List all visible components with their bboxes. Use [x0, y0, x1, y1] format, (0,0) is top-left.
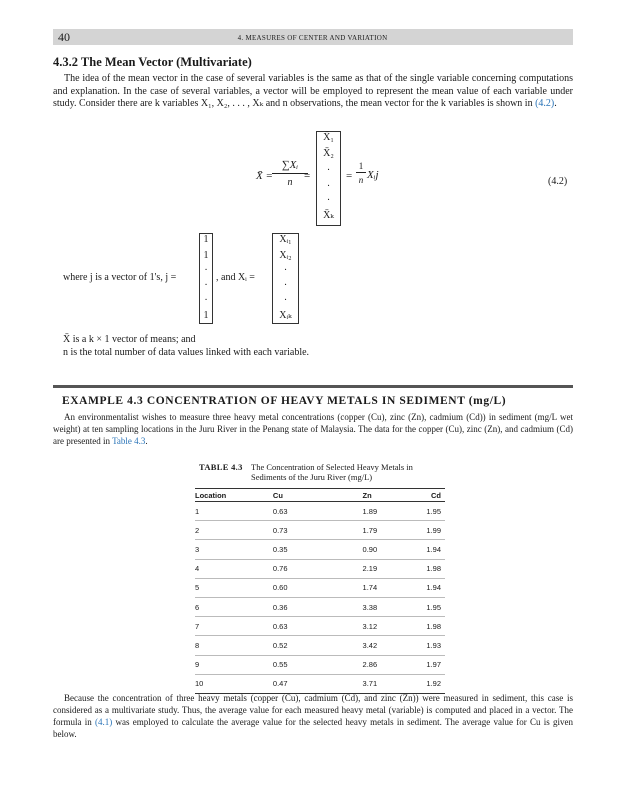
equation-link[interactable]: (4.2): [535, 98, 555, 109]
table-row: 8 0.52 3.42 1.93: [195, 636, 445, 655]
ones-vector-entry: 1: [203, 234, 209, 245]
header-cu: Cu: [272, 490, 283, 500]
ones-vector-entry: 1: [203, 310, 209, 321]
example-label: EXAMPLE 4.3: [62, 395, 144, 407]
ones-vector-matrix: [199, 233, 213, 324]
table-row: 2 0.73 1.79 1.99: [195, 521, 445, 540]
observation-vector-entry: Xᵢ₁: [279, 234, 292, 245]
ones-vector-entry: 1: [203, 250, 209, 261]
observation-vector-entry: Xᵢ₂: [279, 250, 292, 261]
and-xi-text: , and Xᵢ =: [216, 272, 255, 283]
table-row: 4 0.76 2.19 1.98: [195, 559, 445, 578]
example-heading: CONCENTRATION OF HEAVY METALS IN SEDIMENT (mg/L): [146, 395, 507, 407]
equation-sum-numerator: ∑Xᵢ: [272, 158, 308, 174]
example-rule: [53, 385, 573, 388]
equation-equals: =: [304, 170, 311, 182]
header-location: Location: [195, 490, 227, 500]
where-j-text: where j is a vector of 1's, j =: [63, 272, 177, 283]
mean-vector-entry: ·: [326, 165, 331, 176]
table-caption-text: The Concentration of Selected Heavy Metals in Sediments of the Juru River (mg/L): [251, 462, 413, 482]
section-heading: 4.3.2 The Mean Vector (Multivariate): [53, 55, 252, 69]
mean-vector-matrix: [316, 131, 341, 226]
running-title: 4. MEASURES OF CENTER AND VARIATION: [237, 34, 388, 42]
equation-fraction-denominator: n: [358, 175, 364, 185]
mean-vector-entry: ·: [326, 195, 331, 206]
observation-vector-entry: Xᵢₖ: [279, 310, 292, 321]
closing-paragraph: Because the concentration of three heavy metals (copper (Cu), cadmium (Cd), and zinc (Zn)) were measured in sediment, this case is considered as a multivariate study. Thus, the average value for each measured heavy metal (variable) is computed and placed in a vector. The formula in (4.1) was employed to calculate the average value for the selected heavy metals in sediment. The average value for Cu is given below.: [53, 693, 573, 739]
observation-vector-entry: ·: [283, 280, 288, 291]
table-row: 3 0.35 0.90 1.94: [195, 540, 445, 559]
mean-vector-entry: ·: [326, 181, 331, 192]
definition-line-mean: X̄ is a k × 1 vector of means; and: [63, 334, 196, 345]
ones-vector-entry: ·: [204, 280, 208, 291]
example-paragraph: An environmentalist wishes to measure three heavy metal concentrations (copper (Cu), zinc (Zn), cadmium (Cd)) in sediment (mg/L wet weight) at ten sampling locations in the Juru River in the Penang state of Malaysia. The data for the copper (Cu), zinc (Zn), and cadmium (Cd) are presented in Table 4.3.: [53, 412, 573, 446]
definition-line-n: n is the total number of data values linked with each variable.: [63, 347, 310, 358]
equation-fraction-numerator: 1: [356, 160, 366, 173]
table-row: 10 0.47 3.71 1.92: [195, 674, 445, 693]
table-row: 6 0.36 3.38 1.95: [195, 597, 445, 616]
example-title: [62, 395, 506, 407]
equation-rhs-term: Xᵢj: [367, 169, 379, 181]
observation-vector-entry: ·: [283, 265, 288, 276]
page-number: 40: [58, 30, 70, 44]
header-zn: Zn: [362, 490, 372, 500]
observation-vector-entry: ·: [283, 295, 288, 306]
table-row: 1 0.63 1.89 1.95: [195, 502, 445, 521]
table-header-row: [195, 489, 445, 502]
mean-vector-entry: X̄₂: [323, 148, 334, 159]
mean-vector-entry: X̄₁: [323, 132, 334, 143]
table-label: TABLE 4.3: [199, 462, 243, 472]
ones-vector-entry: ·: [204, 295, 208, 306]
ones-vector-entry: ·: [204, 265, 208, 276]
heavy-metals-table: [195, 488, 445, 694]
formula-link[interactable]: (4.1): [95, 717, 113, 727]
header-cd: Cd: [431, 490, 441, 500]
equation-rhs-equals: =: [346, 170, 353, 182]
equation-number: (4.2): [548, 176, 568, 187]
table-row: 7 0.63 3.12 1.98: [195, 617, 445, 636]
equation-lhs: X̄ =: [256, 170, 273, 182]
table-caption: [199, 462, 459, 482]
table-link[interactable]: Table 4.3: [112, 436, 146, 446]
intro-paragraph: The idea of the mean vector in the case of several variables is the same as that of the single variable concerning computations and explanation. In the case of several variables, a vector will be employed to represent the mean value of each variable under study. Consider there are k variables X₁, X₂, . . . , Xₖ and n observations, the mean vector for the k variables is shown in (4.2).: [53, 73, 573, 109]
equation-sum-denominator: n: [287, 177, 293, 188]
table-row: 9 0.55 2.86 1.97: [195, 655, 445, 674]
intro-text: The idea of the mean vector in the case of several variables is the same as that of the single variable concerning computations and explanation. In the case of several variables, a vector will be employed to represent the mean value of each variable under study. Consider there are k variables X₁, X₂, . . . , Xₖ and n observations, the mean vector for the k variables is shown in: [53, 73, 573, 109]
mean-vector-entry: X̄ₖ: [323, 210, 334, 221]
table-row: 5 0.60 1.74 1.94: [195, 578, 445, 597]
observation-vector-matrix: [272, 233, 299, 324]
